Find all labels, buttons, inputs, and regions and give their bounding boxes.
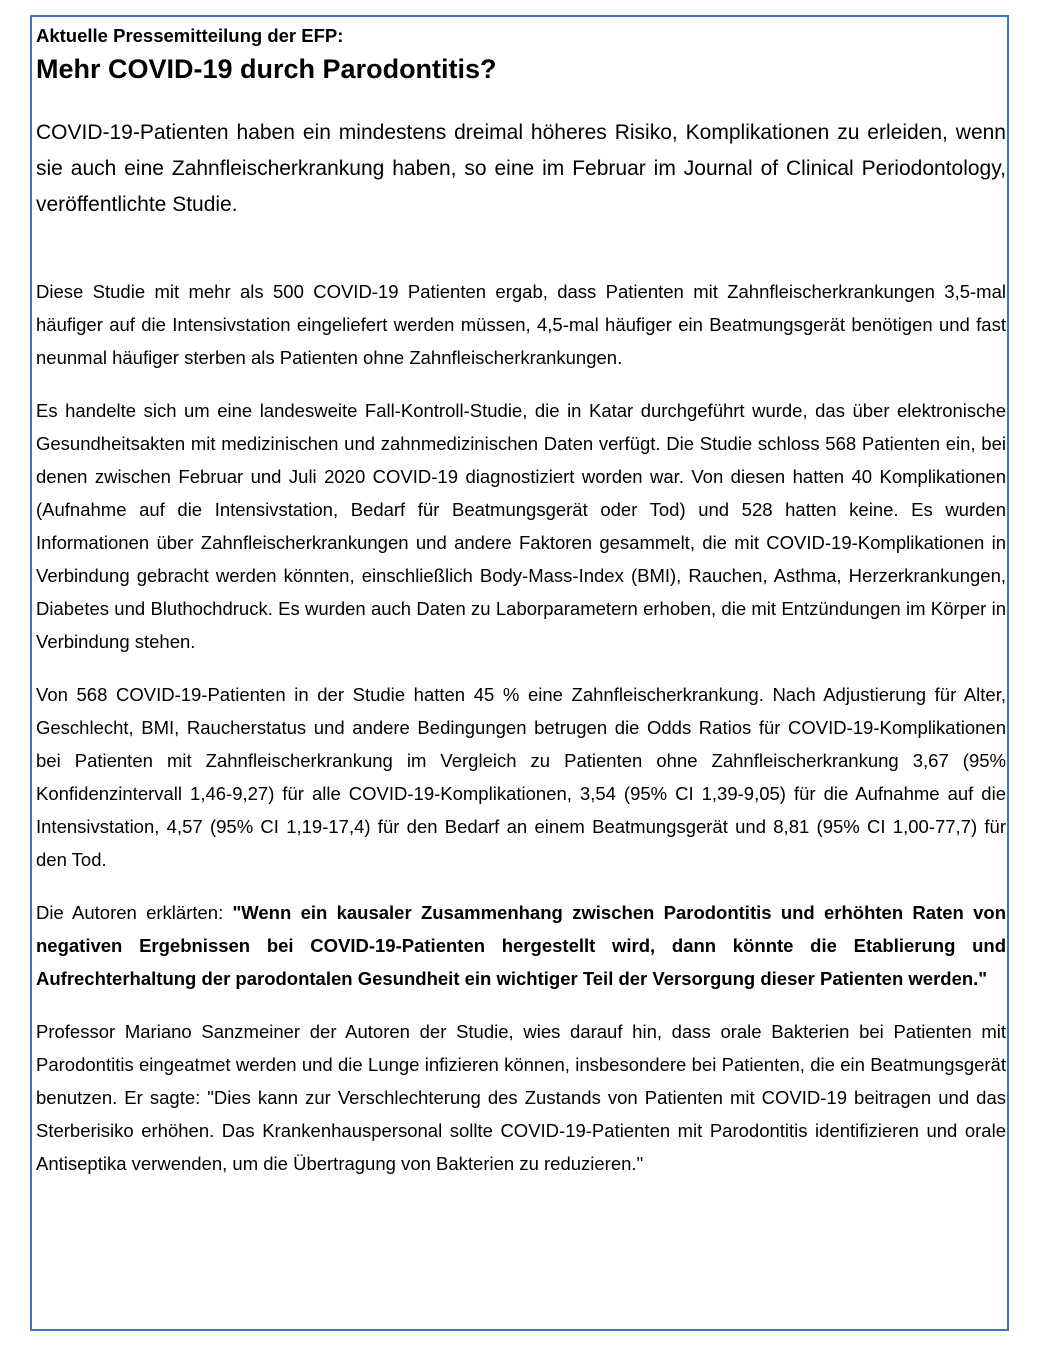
- paragraph-authors-statement: [36, 896, 1006, 995]
- paragraph-study-design: Es handelte sich um eine landesweite Fall-Kontroll-Studie, die in Katar durchgeführt wurde, das über elektronische Gesundheitsakten mit medizinischen und zahnmedizinischen Daten verfügt. Die Studie schloss 568 Patienten ein, bei denen zwischen Februar und Juli 2020 COVID-19 diagnostiziert worden war. Von diesen hatten 40 Komplikationen (Aufnahme auf die Intensivstation, Bedarf für Beatmungsgerät oder Tod) und 528 hatten keine. Es wurden Informationen über Zahnfleischerkrankungen und andere Faktoren gesammelt, die mit COVID-19-Komplikationen in Verbindung gebracht werden könnten, einschließlich Body-Mass-Index (BMI), Rauchen, Asthma, Herzerkrankungen, Diabetes und Bluthochdruck. Es wurden auch Daten zu Laborparametern erhoben, die mit Entzündungen im Körper in Verbindung stehen.: [36, 400, 1006, 652]
- lead-paragraph: COVID-19-Patienten haben ein mindestens dreimal höheres Risiko, Komplikationen zu erleiden, wenn sie auch eine Zahnfleischerkrankung haben, so eine im Februar im Journal of Clinical Periodontology, veröffentlichte Studie.: [36, 121, 1006, 216]
- paragraph-professor-statement: Professor Mariano Sanzmeiner der Autoren der Studie, wies darauf hin, dass orale Bakterien bei Patienten mit Parodontitis eingeatmet werden und die Lunge infizieren können, insbesondere bei Patienten, die ein Beatmungsgerät benutzen. Er sagte: "Dies kann zur Verschlechterung des Zustands von Patienten mit COVID-19 beitragen und das Sterberisiko erhöhen. Das Krankenhauspersonal sollte COVID-19-Patienten mit Parodontitis identifizieren und orale Antiseptika verwenden, um die Übertragung von Bakterien zu reduzieren.": [36, 1021, 1006, 1174]
- paragraph-study-summary: Diese Studie mit mehr als 500 COVID-19 Patienten ergab, dass Patienten mit Zahnfleischerkrankungen 3,5-mal häufiger auf die Intensivstation eingeliefert werden müssen, 4,5-mal häufiger ein Beatmungsgerät benötigen und fast neunmal häufiger sterben als Patienten ohne Zahnfleischerkrankungen.: [36, 281, 1006, 368]
- press-release-kicker: Aktuelle Pressemitteilung der EFP:: [36, 25, 344, 46]
- authors-quote: "Wenn ein kausaler Zusammenhang zwischen Parodontitis und erhöhten Raten von negativen Ergebnissen bei COVID-19-Patienten hergestellt wird, dann könnte die Etablierung und Aufrechterhaltung der parodontalen Gesundheit ein wichtiger Teil der Versorgung dieser Patienten werden.": [36, 902, 1006, 989]
- paragraph-odds-ratios: Von 568 COVID-19-Patienten in der Studie hatten 45 % eine Zahnfleischerkrankung. Nach Adjustierung für Alter, Geschlecht, BMI, Raucherstatus und andere Bedingungen betrugen die Odds Ratios für COVID-19-Komplikationen bei Patienten mit Zahnfleischerkrankung im Vergleich zu Patienten ohne Zahnfleischerkrankung 3,67 (95% Konfidenzintervall 1,46-9,27) für alle COVID-19-Komplikationen, 3,54 (95% CI 1,39-9,05) für die Aufnahme auf die Intensivstation, 4,57 (95% CI 1,19-17,4) für den Bedarf an einem Beatmungsgerät und 8,81 (95% CI 1,00-77,7) für den Tod.: [36, 684, 1006, 870]
- authors-statement-intro: Die Autoren erklärten:: [36, 902, 233, 923]
- press-release: [36, 24, 1006, 1180]
- page-title: Mehr COVID-19 durch Parodontitis?: [36, 54, 497, 84]
